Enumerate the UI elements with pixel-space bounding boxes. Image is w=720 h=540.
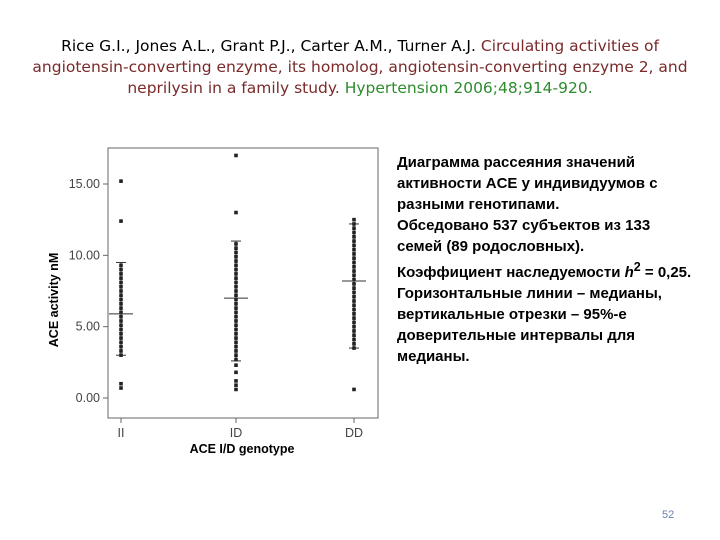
data-point-dd [352, 321, 356, 325]
data-point-id [234, 319, 238, 323]
data-point-id [234, 306, 238, 310]
data-point-id [234, 302, 238, 306]
data-point-ii [119, 345, 123, 349]
citation-title: Circulating activities of angiotensin-converting enzyme, its homolog, angiotensin-converting enzyme 2, and neprilysin in a family study. [32, 37, 688, 97]
data-point-ii [119, 306, 123, 310]
data-point-ii [119, 276, 123, 280]
data-point-dd [352, 218, 356, 222]
data-point-id [234, 285, 238, 289]
data-point-ii [119, 272, 123, 276]
data-point-ii [119, 298, 123, 302]
data-point-id [234, 371, 238, 375]
desc-line-4: Горизонтальные линии – медианы, вертикальные отрезки – 95%-е доверительные интервалы для медианы. [397, 285, 662, 365]
data-point-id [234, 264, 238, 268]
data-point-id [234, 345, 238, 349]
data-point-id [234, 154, 238, 158]
data-point-dd [352, 252, 356, 256]
desc-line-2: Обседовано 537 субъектов из 133 семей (89 родословных). [397, 217, 651, 255]
data-point-dd [352, 265, 356, 269]
data-point-dd [352, 308, 356, 312]
data-point-dd [352, 235, 356, 239]
data-point-id [234, 242, 238, 246]
data-point-dd [352, 291, 356, 295]
data-point-ii [119, 319, 123, 323]
data-point-ii [119, 353, 123, 357]
data-point-id [234, 289, 238, 293]
data-point-id [234, 211, 238, 215]
data-point-dd [352, 329, 356, 333]
data-point-dd [352, 388, 356, 392]
data-point-dd [352, 239, 356, 243]
data-point-id [234, 268, 238, 272]
data-point-id [234, 311, 238, 315]
data-point-dd [352, 261, 356, 265]
ace-scatter-chart [0, 130, 390, 470]
data-point-dd [352, 299, 356, 303]
data-point-ii [119, 336, 123, 340]
data-point-id [234, 383, 238, 387]
data-point-id [234, 358, 238, 362]
data-point-id [234, 259, 238, 263]
data-point-dd [352, 231, 356, 235]
data-point-id [234, 276, 238, 280]
data-point-id [234, 246, 238, 250]
data-point-dd [352, 316, 356, 320]
citation-authors: Rice G.I., Jones A.L., Grant P.J., Carter A.M., Turner A.J. [61, 37, 476, 55]
y-tick-label: 5.00 [75, 319, 100, 334]
data-point-id [234, 293, 238, 297]
data-point-id [234, 315, 238, 319]
data-point-dd [352, 325, 356, 329]
data-point-dd [352, 226, 356, 230]
data-point-id [234, 332, 238, 336]
data-point-ii [119, 382, 123, 386]
data-point-ii [119, 302, 123, 306]
data-point-ii [119, 341, 123, 345]
data-point-dd [352, 282, 356, 286]
data-point-ii [119, 386, 123, 390]
data-point-dd [352, 338, 356, 342]
citation-header [20, 36, 700, 99]
data-point-ii [119, 264, 123, 268]
chart-description [397, 152, 697, 367]
data-point-id [234, 328, 238, 332]
y-tick-label: 10.00 [68, 248, 100, 263]
y-axis-label: ACE activity nM [47, 252, 61, 348]
data-point-ii [119, 328, 123, 332]
data-point-id [234, 255, 238, 259]
data-point-ii [119, 285, 123, 289]
data-point-ii [119, 323, 123, 327]
data-point-ii [119, 281, 123, 285]
data-point-dd [352, 269, 356, 273]
data-point-dd [352, 312, 356, 316]
x-tick-label: DD [344, 426, 364, 440]
heritability-superscript: 2 [633, 260, 641, 274]
data-point-id [234, 388, 238, 392]
heritability-value: = 0,25. [640, 264, 692, 281]
data-point-id [234, 251, 238, 255]
data-point-dd [352, 244, 356, 248]
data-point-dd [352, 342, 356, 346]
x-tick-label: II [117, 426, 125, 440]
page-number: 52 [662, 509, 675, 521]
data-point-dd [352, 333, 356, 337]
desc-line-3 [397, 257, 697, 283]
heritability-symbol: h [624, 264, 634, 281]
data-point-id [234, 353, 238, 357]
data-point-dd [352, 274, 356, 278]
data-point-id [234, 363, 238, 367]
data-point-id [234, 336, 238, 340]
x-tick-label: ID [229, 426, 243, 440]
y-tick-label: 0.00 [75, 391, 100, 405]
data-point-dd [352, 303, 356, 307]
y-tick-label: 15.00 [68, 177, 100, 191]
desc-line-1: Диаграмма рассеяния значений активности ACE у индивидуумов с разными генотипами. [397, 154, 658, 213]
data-point-id [234, 272, 238, 276]
data-point-ii [119, 219, 123, 223]
data-point-dd [352, 256, 356, 260]
data-point-id [234, 379, 238, 383]
data-point-ii [119, 179, 123, 183]
data-point-id [234, 341, 238, 345]
data-point-dd [352, 295, 356, 299]
data-point-id [234, 281, 238, 285]
data-point-ii [119, 315, 123, 319]
data-point-id [234, 349, 238, 353]
x-axis-label: ACE I/D genotype [189, 442, 295, 456]
data-point-dd [352, 346, 356, 350]
plot-frame [108, 148, 378, 418]
data-point-ii [119, 289, 123, 293]
citation-journal: Hypertension 2006;48;914-920. [344, 79, 593, 97]
data-point-ii [119, 349, 123, 353]
data-point-ii [119, 268, 123, 272]
data-point-id [234, 323, 238, 327]
data-point-dd [352, 286, 356, 290]
data-point-dd [352, 222, 356, 226]
heritability-label: Коэффициент наследуемости [397, 264, 621, 281]
data-point-ii [119, 293, 123, 297]
data-point-ii [119, 332, 123, 336]
data-point-dd [352, 248, 356, 252]
